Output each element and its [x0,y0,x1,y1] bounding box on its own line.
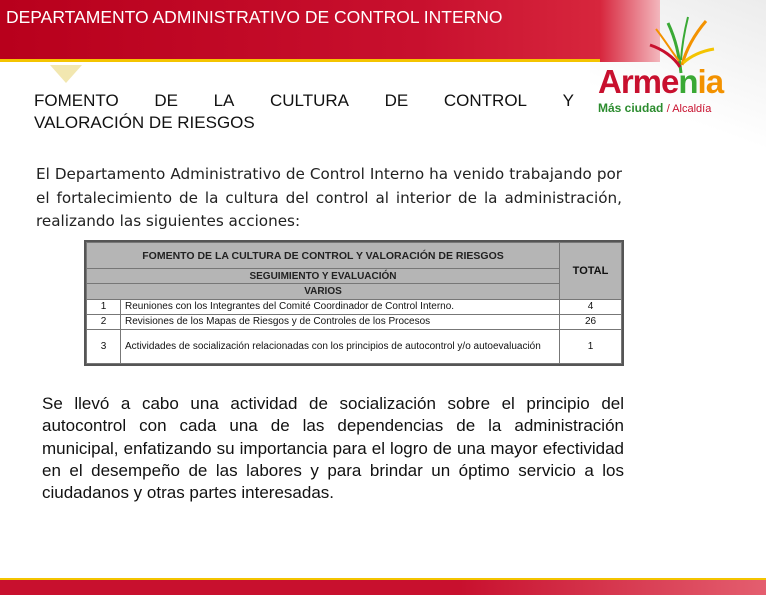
subtitle-word: CONTROL [443,91,528,110]
subtitle-word: DE [384,91,409,110]
row-description: Actividades de socialización relacionadas con los principios de autocontrol y/o autoevaluación [121,330,560,364]
table-subsection: VARIOS [87,284,560,299]
logo-wordmark: Armenia [598,63,724,100]
header-notch-decoration [50,65,82,83]
section-subtitle [34,90,574,134]
logo-tagline: Más ciudad / Alcaldía [598,101,712,115]
header-bar [0,0,600,62]
table-row [87,299,622,314]
subtitle-line-2: VALORACIÓN DE RIESGOS [34,113,255,132]
subtitle-word: DE [154,91,178,110]
table-title: FOMENTO DE LA CULTURA DE CONTROL Y VALORACIÓN DE RIESGOS [87,243,560,269]
subtitle-word: FOMENTO [34,91,119,110]
table-section-row [87,269,622,284]
row-description: Revisiones de los Mapas de Riesgos y de Controles de los Procesos [121,314,560,329]
row-total: 4 [560,299,622,314]
row-total: 1 [560,330,622,364]
row-number: 3 [87,330,121,364]
subtitle-line-1 [34,90,574,112]
subtitle-word: Y [562,91,574,110]
subtitle-word: LA [213,91,235,110]
table-row [87,314,622,329]
subtitle-word: CULTURA [269,91,350,110]
table-section: SEGUIMIENTO Y EVALUACIÓN [87,269,560,284]
row-total: 26 [560,314,622,329]
closing-paragraph: Se llevó a cabo una actividad de socialización sobre el principio del autocontrol con cada una de las dependencias de la administración municipal, enfatizando su importancia para el logro de una mayor efectividad en el desempeño de las labores y para brindar un óptimo servicio a los ciudadanos y otras partes interesadas. [42,394,624,503]
armenia-logo [596,15,726,115]
row-number: 1 [87,299,121,314]
table-subsection-row [87,284,622,299]
row-number: 2 [87,314,121,329]
intro-paragraph: El Departamento Administrativo de Control Interno ha venido trabajando por el fortalecimiento de la cultura del control al interior de la administración, realizando las siguientes acciones: [36,165,622,230]
row-description: Reuniones con los Integrantes del Comité Coordinador de Control Interno. [121,299,560,314]
table-title-row [87,243,622,269]
table-row [87,330,622,364]
page-title: DEPARTAMENTO ADMINISTRATIVO DE CONTROL INTERNO [6,7,503,27]
footer-bar [0,578,766,595]
actions-table [84,240,624,366]
total-header: TOTAL [560,243,622,300]
